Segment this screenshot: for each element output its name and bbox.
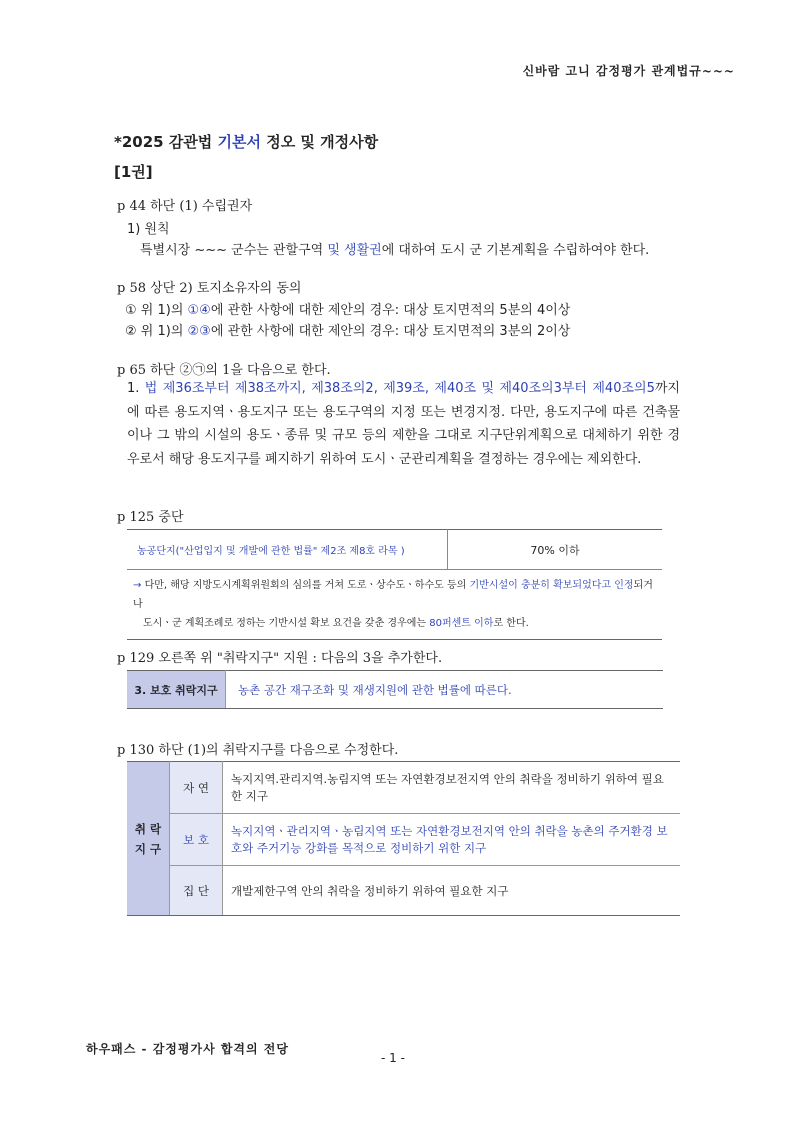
- sec3-blue: 법 제36조부터 제38조까지, 제38조의2, 제39조, 제40조 및 제40조의3부터 제40조의5: [144, 381, 655, 396]
- sec5-ref: p 129 오른쪽 위 "취락지구" 지원 : 다음의 3을 추가한다.: [117, 651, 443, 666]
- sec2-ref: p 58 상단 2) 토지소유자의 동의: [117, 281, 302, 296]
- sec3-ref: p 65 하단 ②㉠의 1을 다음으로 한다.: [117, 363, 331, 378]
- sec3-num: 1.: [127, 381, 145, 396]
- sec2-item2-a: ② 위 1)의: [125, 324, 188, 339]
- row-type-group: 집 단: [170, 866, 223, 916]
- sec1-ref: p 44 하단 (1) 수립권자: [117, 199, 253, 214]
- sec4-ref: p 125 중단: [117, 510, 184, 525]
- row-type-protection: 보 호: [170, 814, 223, 866]
- note2-b: 80퍼센트 이하: [429, 618, 494, 629]
- sec2-item1-b: ①④: [187, 303, 211, 318]
- title-suffix: 정오 및 개정사항: [261, 133, 379, 151]
- sec6-ref: p 130 하단 (1)의 취락지구를 다음으로 수정한다.: [117, 743, 399, 758]
- protection-settlement-table: [127, 670, 663, 709]
- row-desc-group: 개발제한구역 안의 취락을 정비하기 위하여 필요한 지구: [223, 866, 681, 916]
- document-title: [114, 131, 378, 152]
- table2-label: 3. 보호 취락지구: [127, 671, 226, 709]
- sec2-item2-c: 에 관한 사항에 대한 제안의 경우: 대상 토지면적의 3분의 2이상: [210, 324, 571, 339]
- page-number: - 1 -: [381, 1051, 405, 1065]
- table1-note: [127, 570, 662, 640]
- note2-a: 도시ㆍ군 계획조례로 정하는 기반시설 확보 요건을 갖춘 경우에는: [143, 618, 430, 629]
- sec3-rest: 까지에 따른 용도지역ㆍ용도지구 또는 용도구역의 지정 또는 변경지정. 다만, 용도지구에 따른 건축물이나 그 밖의 시설의 용도ㆍ종류 및 규모 등의 제한을 그대로 지구단위계획으로 대체하기 위한 경우로서 해당 용도지구를 폐지하기 위하여 도시ㆍ군관리계획을 결정하는 경우에는 제외한다.: [127, 381, 680, 467]
- table3-group: [127, 762, 170, 916]
- row-type-nature: 자 연: [170, 762, 223, 814]
- table1-row-label: 농공단지("산업입지 및 개발에 관한 법률" 제2조 제8호 라목 ): [127, 530, 448, 570]
- sec2-item2: [125, 320, 570, 339]
- sec2-item1-c: 에 관한 사항에 대한 제안의 경우: 대상 토지면적의 5분의 4이상: [210, 303, 571, 318]
- page-header: 신바람 고니 감정평가 관계법규~~~: [522, 64, 735, 78]
- arrow-icon: →: [133, 580, 142, 591]
- table1-row-value: 70% 이하: [448, 530, 663, 570]
- volume-label: [1권]: [114, 163, 153, 181]
- sec1-body: [140, 239, 680, 258]
- settlement-district-table: [127, 761, 680, 916]
- sec1-body-a: 특별시장 ~~~ 군수는 관할구역: [140, 243, 328, 258]
- footer-brand: 하우패스 - 감정평가사 합격의 전당: [86, 1042, 289, 1056]
- note2-c: 로 한다.: [493, 618, 529, 629]
- note-b: 기반시설이 충분히 확보되었다고 인정: [469, 580, 634, 591]
- sec2-item1-a: ① 위 1)의: [125, 303, 188, 318]
- note-c: 되거나: [133, 580, 653, 610]
- sec2-item2-b: ②③: [187, 324, 211, 339]
- table2-value: 농촌 공간 재구조화 및 재생지원에 관한 법률에 따른다.: [226, 671, 664, 709]
- title-highlight: 기본서: [217, 133, 261, 151]
- group-line2: 지 구: [134, 841, 162, 856]
- row-desc-nature: 녹지지역.관리지역.농림지역 또는 자연환경보전지역 안의 취락을 정비하기 위하여 필요한 지구: [223, 762, 681, 814]
- note-a: 다만, 해당 지방도시계획위원회의 심의를 거쳐 도로ㆍ상수도ㆍ하수도 등의: [141, 580, 470, 591]
- sec1-sub: 1) 원칙: [127, 222, 170, 237]
- title-prefix: *2025 감관법: [114, 133, 218, 151]
- green-area-table: [127, 529, 662, 640]
- sec2-item1: [125, 299, 570, 318]
- sec1-body-b: 및 생활권: [327, 243, 382, 258]
- sec3-paragraph: [127, 377, 680, 471]
- row-desc-protection: 녹지지역ㆍ관리지역ㆍ농림지역 또는 자연환경보전지역 안의 취락을 농촌의 주거환경 보호와 주거기능 강화를 목적으로 정비하기 위한 지구: [223, 814, 681, 866]
- sec1-body-c: 에 대하여 도시 군 기본계획을 수립하여야 한다.: [381, 243, 650, 258]
- group-line1: 취 락: [134, 821, 162, 836]
